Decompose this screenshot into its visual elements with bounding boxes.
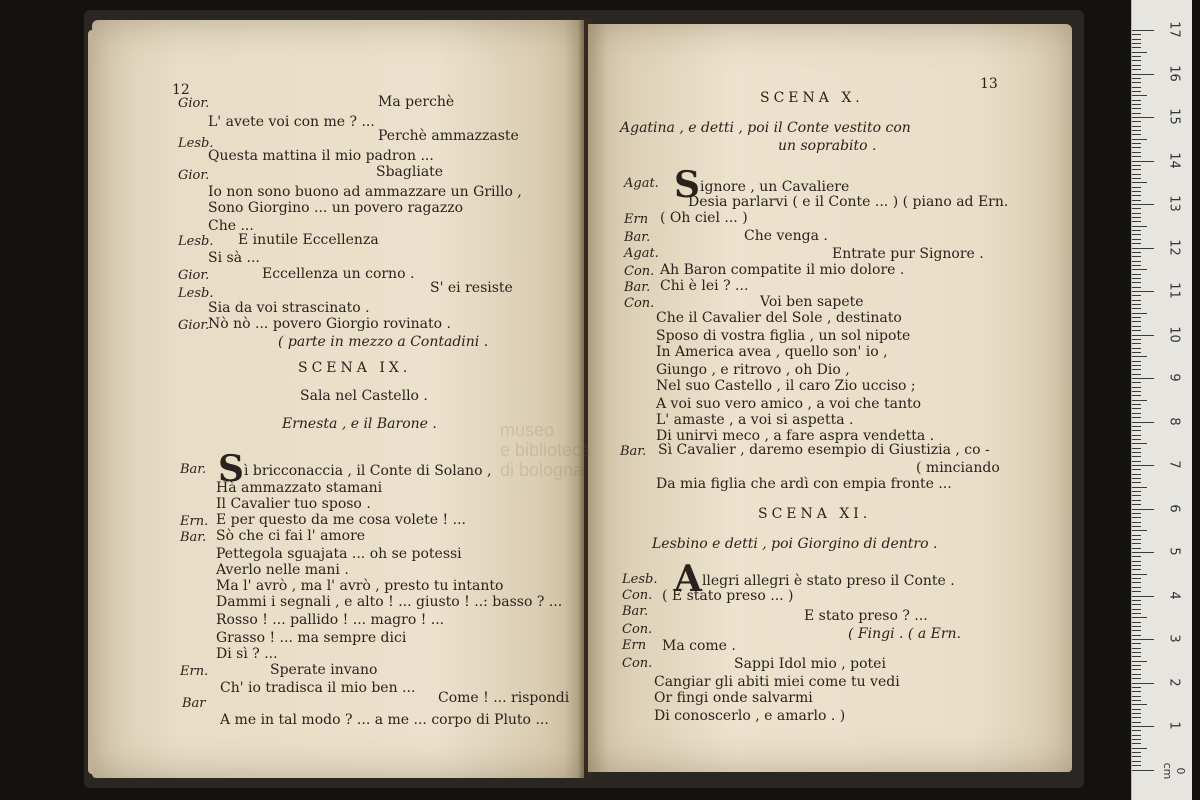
ruler-tick	[1132, 722, 1141, 723]
ruler-tick	[1132, 752, 1141, 753]
ruler-tick	[1132, 630, 1141, 631]
ruler-tick	[1132, 117, 1154, 118]
verse-line: Si sà ...	[208, 250, 260, 266]
ruler-tick	[1132, 648, 1141, 649]
ruler-tick	[1132, 696, 1141, 697]
verse-line: Entrate pur Signore .	[832, 246, 984, 262]
verse-line: A voi suo vero amico , a voi che tanto	[656, 396, 922, 412]
ruler-tick	[1132, 735, 1141, 736]
ruler-tick	[1132, 234, 1141, 235]
ruler-tick	[1132, 709, 1141, 710]
verse-line: Or fingi onde salvarmi	[654, 690, 813, 706]
speaker: Bar	[182, 696, 206, 711]
ruler-tick	[1132, 422, 1154, 423]
ruler-tick	[1132, 478, 1141, 479]
ruler-tick	[1132, 574, 1147, 575]
ruler-number: 9	[1166, 373, 1182, 382]
verse-line: Sia da voi strascinato .	[208, 300, 370, 316]
ruler-tick	[1132, 152, 1141, 153]
verse-line: Nel suo Castello , il caro Zio ucciso ;	[656, 378, 916, 394]
verse-line: Sperate invano	[270, 662, 378, 678]
ruler-tick	[1132, 495, 1141, 496]
ruler-tick	[1132, 400, 1147, 401]
drop-cap: S	[218, 448, 244, 490]
ruler-tick	[1132, 200, 1141, 201]
left-page	[92, 20, 584, 778]
ruler-tick	[1132, 69, 1141, 70]
ruler-tick	[1132, 430, 1141, 431]
verse-line: Nò nò ... povero Giorgio rovinato .	[208, 316, 451, 332]
speaker: Bar.	[180, 462, 207, 477]
ruler-tick	[1132, 291, 1154, 292]
ruler-tick	[1132, 417, 1141, 418]
verse-line: ( Oh ciel ... )	[660, 210, 748, 226]
verse-line: Sposo di vostra figlia , un sol nipote	[656, 328, 911, 344]
ruler-tick	[1132, 130, 1141, 131]
ruler-tick	[1132, 295, 1141, 296]
verse-line: Il Cavalier tuo sposo .	[216, 496, 371, 512]
speaker: Con.	[622, 622, 653, 637]
scene-characters: Lesbino e detti , poi Giorgino di dentro .	[652, 536, 938, 552]
ruler-tick	[1132, 700, 1141, 701]
verse-line: Di sì ? ...	[216, 646, 278, 662]
ruler-tick	[1132, 352, 1141, 353]
ruler-tick	[1132, 226, 1147, 227]
speaker: Ern.	[180, 664, 209, 679]
ruler-tick	[1132, 491, 1141, 492]
ruler-tick	[1132, 39, 1141, 40]
scene-heading: SCENA XI.	[758, 506, 872, 522]
ruler-tick	[1132, 300, 1141, 301]
ruler-tick	[1132, 561, 1141, 562]
verse-line: S' ei resiste	[430, 280, 513, 296]
ruler-tick	[1132, 382, 1141, 383]
speaker: Bar.	[624, 230, 651, 245]
ruler-tick	[1132, 556, 1141, 557]
ruler-tick	[1132, 104, 1141, 105]
ruler-tick	[1132, 713, 1141, 714]
verse-text: ignore , un Cavaliere	[700, 179, 850, 195]
ruler-tick	[1132, 665, 1141, 666]
verse-line: Ma perchè	[378, 94, 455, 110]
ruler-tick	[1132, 95, 1147, 96]
verse-line: ( minciando	[916, 460, 1000, 476]
ruler-tick	[1132, 443, 1147, 444]
ruler-tick	[1132, 74, 1154, 75]
speaker: Bar.	[622, 604, 649, 619]
ruler-tick	[1132, 509, 1154, 510]
verse-line: Di conoscerlo , e amarlo . )	[654, 708, 846, 724]
page-number-left: 12	[172, 82, 190, 98]
ruler-tick	[1132, 361, 1141, 362]
speaker: Con.	[622, 656, 653, 671]
ruler-tick	[1132, 604, 1141, 605]
ruler-tick	[1132, 239, 1141, 240]
ruler-tick	[1132, 461, 1141, 462]
ruler-number: 8	[1166, 416, 1182, 426]
ruler-tick	[1132, 82, 1141, 83]
speaker: Agat.	[624, 176, 659, 191]
ruler-tick	[1132, 121, 1141, 122]
verse-line: Cangiar gli abiti miei come tu vedi	[654, 674, 900, 690]
ruler-tick	[1132, 452, 1141, 453]
verse-line: Sò che ci fai l' amore	[216, 528, 366, 544]
ruler-tick	[1132, 413, 1141, 414]
ruler-tick	[1132, 504, 1141, 505]
ruler-tick	[1132, 426, 1141, 427]
ruler-tick	[1132, 639, 1154, 640]
verse-line: Io non sono buono ad ammazzare un Grillo ,	[208, 184, 522, 200]
scene-characters: un soprabito .	[778, 138, 877, 154]
verse-line: E per questo da me cosa volete ! ...	[216, 512, 466, 528]
stage-direction: ( parte in mezzo a Contadini .	[278, 334, 489, 350]
verse-line: Perchè ammazzaste	[378, 128, 519, 144]
ruler-tick	[1132, 669, 1141, 670]
ruler-tick	[1132, 743, 1141, 744]
ruler-tick	[1132, 643, 1141, 644]
ruler-tick	[1132, 108, 1141, 109]
ruler-tick	[1132, 761, 1141, 762]
ruler-tick	[1132, 591, 1141, 592]
ruler-tick	[1132, 374, 1141, 375]
verse-line: Sappi Idol mio , potei	[734, 656, 886, 672]
ruler-tick	[1132, 456, 1141, 457]
ruler-tick	[1132, 600, 1141, 601]
ruler-tick	[1132, 87, 1141, 88]
ruler-tick	[1132, 500, 1141, 501]
ruler-tick	[1132, 52, 1147, 53]
ruler-tick	[1132, 274, 1141, 275]
ruler-tick	[1132, 661, 1147, 662]
ruler-tick	[1132, 517, 1141, 518]
speaker: Gior.	[178, 168, 210, 183]
ruler-tick	[1132, 265, 1141, 266]
speaker: Con.	[624, 264, 655, 279]
ruler-tick	[1132, 287, 1141, 288]
verse-line: Ma come .	[662, 638, 736, 654]
ruler-tick	[1132, 313, 1147, 314]
ruler-tick	[1132, 530, 1147, 531]
ruler-number: 14	[1166, 151, 1182, 169]
ruler-tick	[1132, 622, 1141, 623]
verse-line: Ch' io tradisca il mio ben ...	[220, 680, 416, 696]
speaker: Ern	[622, 638, 647, 653]
ruler-tick	[1132, 30, 1154, 31]
speaker: Lesb.	[178, 234, 214, 249]
scene-characters: Agatina , e detti , poi il Conte vestito con	[620, 120, 911, 136]
ruler-tick	[1132, 143, 1141, 144]
ruler-tick	[1132, 678, 1141, 679]
ruler-tick	[1132, 208, 1141, 209]
verse-line: Dammi i segnali , e alto ! ... giusto ! ..: basso ? ...	[216, 594, 563, 610]
verse-line: Ma l' avrò , ma l' avrò , presto tu intanto	[216, 578, 504, 594]
verse-line: Di unirvi meco , a fare aspra vendetta .	[656, 428, 935, 444]
ruler-tick	[1132, 474, 1141, 475]
ruler-tick	[1132, 582, 1141, 583]
ruler-tick	[1132, 596, 1154, 597]
ruler-tick	[1132, 78, 1141, 79]
verse-line: Questa mattina il mio padron ...	[208, 148, 434, 164]
ruler-tick	[1132, 448, 1141, 449]
ruler-tick	[1132, 169, 1141, 170]
ruler-tick	[1132, 43, 1141, 44]
ruler-tick	[1132, 100, 1141, 101]
scene-setting: Sala nel Castello .	[300, 388, 428, 404]
speaker: Gior.	[178, 318, 210, 333]
verse-line: E inutile Eccellenza	[238, 232, 379, 248]
ruler-tick	[1132, 717, 1141, 718]
ruler-number: 16	[1166, 64, 1182, 82]
ruler-tick	[1132, 469, 1141, 470]
ruler-tick	[1132, 739, 1141, 740]
verse-line: Giungo , e ritrovo , oh Dio ,	[656, 362, 850, 378]
speaker: Lesb.	[622, 572, 658, 587]
verse-line: Ah Baron compatite il mio dolore .	[660, 262, 905, 278]
ruler-tick	[1132, 578, 1141, 579]
ruler-number: 13	[1166, 195, 1182, 212]
ruler-tick	[1132, 408, 1141, 409]
verse-text: ì bricconaccia , il Conte di Solano ,	[244, 463, 492, 479]
ruler-tick	[1132, 217, 1141, 218]
right-page	[588, 24, 1072, 772]
ruler-unit: 0 cm	[1161, 762, 1187, 780]
ruler-tick	[1132, 770, 1154, 771]
ruler-tick	[1132, 326, 1141, 327]
ruler-number: 3	[1166, 634, 1182, 643]
ruler-tick	[1132, 539, 1141, 540]
ruler-tick	[1132, 435, 1141, 436]
ruler-tick	[1132, 548, 1141, 549]
speaker: Lesb.	[178, 286, 214, 301]
ruler-number: 17	[1166, 21, 1182, 38]
ruler-tick	[1132, 683, 1154, 684]
verse-line: Sbagliate	[376, 164, 444, 180]
ruler-number: 11	[1166, 282, 1182, 299]
ruler-tick	[1132, 182, 1147, 183]
verse-line: Sono Giorgino ... un povero ragazzo	[208, 200, 464, 216]
ruler-tick	[1132, 335, 1154, 336]
ruler-tick	[1132, 91, 1141, 92]
ruler-tick	[1132, 134, 1141, 135]
ruler-tick	[1132, 304, 1141, 305]
ruler-tick	[1132, 513, 1141, 514]
ruler-tick	[1132, 317, 1141, 318]
verse-line: Da mia figlia che ardì con empia fronte ...	[656, 476, 952, 492]
ruler-tick	[1132, 339, 1141, 340]
ruler-tick	[1132, 221, 1141, 222]
ruler-tick	[1132, 256, 1141, 257]
verse-line: Che venga .	[744, 228, 828, 244]
speaker: Bar.	[180, 530, 207, 545]
verse-line: Grasso ! ... ma sempre dici	[216, 630, 407, 646]
ruler-tick	[1132, 522, 1141, 523]
verse-line: Desia parlarvi ( e il Conte ... ) ( piano ad Ern.	[688, 194, 1009, 210]
speaker: Ern	[624, 212, 649, 227]
speaker: Agat.	[624, 246, 659, 261]
ruler-tick	[1132, 191, 1141, 192]
verse-line: Come ! ... rispondi	[438, 690, 570, 706]
ruler-tick	[1132, 465, 1154, 466]
verse-line: Hà ammazzato stamani	[216, 480, 383, 496]
verse-line: ( E stato preso ... )	[662, 588, 794, 604]
ruler-number: 7	[1166, 460, 1182, 469]
ruler-tick	[1132, 56, 1141, 57]
ruler-tick	[1132, 126, 1141, 127]
ruler-number: 15	[1166, 108, 1182, 125]
verse-line: Che ...	[208, 218, 254, 234]
ruler-tick	[1132, 230, 1141, 231]
ruler-number: 6	[1166, 503, 1182, 513]
verse-line: In America avea , quello son' io ,	[656, 344, 888, 360]
verse-line: L' avete voi con me ? ...	[208, 114, 375, 130]
ruler-tick	[1132, 139, 1147, 140]
verse-line: Pettegola sguajata ... oh se potessi	[216, 546, 462, 562]
ruler-tick	[1132, 34, 1141, 35]
ruler-tick	[1132, 213, 1141, 214]
ruler-tick	[1132, 487, 1147, 488]
verse-line: Eccellenza un corno .	[262, 266, 415, 282]
ruler-tick	[1132, 395, 1141, 396]
ruler-tick	[1132, 730, 1141, 731]
ruler-tick	[1132, 178, 1141, 179]
ruler-tick	[1132, 687, 1141, 688]
ruler-tick	[1132, 543, 1141, 544]
ruler-tick	[1132, 569, 1141, 570]
ruler-tick	[1132, 269, 1147, 270]
ruler-tick	[1132, 748, 1147, 749]
ruler-tick	[1132, 365, 1141, 366]
drop-cap: S	[674, 164, 700, 206]
ruler-tick	[1132, 113, 1141, 114]
ruler-tick	[1132, 704, 1147, 705]
speaker: Ern.	[180, 514, 209, 529]
ruler-tick	[1132, 482, 1141, 483]
ruler-tick	[1132, 565, 1141, 566]
ruler-tick	[1132, 343, 1141, 344]
ruler-tick	[1132, 626, 1141, 627]
ruler-tick	[1132, 321, 1141, 322]
speaker: Lesb.	[178, 136, 214, 151]
ruler-tick	[1132, 195, 1141, 196]
ruler-tick	[1132, 330, 1141, 331]
verse-line: Sì Cavalier , daremo esempio di Giustizia , co -	[658, 442, 990, 458]
ruler-number: 10	[1166, 325, 1182, 343]
ruler-number: 2	[1166, 677, 1182, 687]
verse-line: Rosso ! ... pallido ! ... magro ! ...	[216, 612, 445, 628]
ruler-tick	[1132, 278, 1141, 279]
ruler-tick	[1132, 635, 1141, 636]
ruler-tick	[1132, 378, 1154, 379]
ruler-tick	[1132, 165, 1141, 166]
ruler-tick	[1132, 387, 1141, 388]
ruler-number: 1	[1166, 721, 1182, 730]
verse-line: E stato preso ? ...	[804, 608, 928, 624]
ruler-tick	[1132, 765, 1141, 766]
ruler-number: 5	[1166, 547, 1182, 556]
ruler-number: 4	[1166, 590, 1182, 600]
ruler-tick	[1132, 187, 1141, 188]
ruler-tick	[1132, 756, 1141, 757]
ruler-tick	[1132, 691, 1141, 692]
ruler-tick	[1132, 656, 1141, 657]
ruler-tick	[1132, 391, 1141, 392]
speaker: Con.	[624, 296, 655, 311]
ruler-tick	[1132, 526, 1141, 527]
scene-heading: SCENA X.	[760, 90, 864, 106]
ruler-tick	[1132, 261, 1141, 262]
ruler-tick	[1132, 174, 1141, 175]
ruler-tick	[1132, 252, 1141, 253]
page-number-right: 13	[980, 76, 998, 92]
scene-heading: SCENA IX.	[298, 360, 412, 376]
ruler-tick	[1132, 404, 1141, 405]
speaker: Con.	[622, 588, 653, 603]
verse-line: Voi ben sapete	[760, 294, 864, 310]
verse-line: Chi è lei ? ...	[660, 278, 749, 294]
ruler-tick	[1132, 248, 1154, 249]
speaker: Bar.	[624, 280, 651, 295]
drop-cap: A	[674, 558, 702, 600]
ruler-tick	[1132, 587, 1141, 588]
ruler-tick	[1132, 726, 1154, 727]
verse-text: llegri allegri è stato preso il Conte .	[701, 573, 955, 589]
speaker: Gior.	[178, 268, 210, 283]
verse-line: L' amaste , a voi si aspetta .	[656, 412, 854, 428]
ruler-tick	[1132, 674, 1141, 675]
ruler-tick	[1132, 369, 1141, 370]
ruler-tick	[1132, 147, 1141, 148]
ruler-number: 12	[1166, 238, 1182, 256]
ruler-tick	[1132, 356, 1147, 357]
ruler-tick	[1132, 65, 1141, 66]
ruler-tick	[1132, 348, 1141, 349]
ruler-tick	[1132, 204, 1154, 205]
speaker: Bar.	[620, 444, 647, 459]
ruler-tick	[1132, 652, 1141, 653]
ruler-tick	[1132, 156, 1141, 157]
ruler-tick	[1132, 617, 1147, 618]
ruler-tick	[1132, 535, 1141, 536]
ruler-tick	[1132, 552, 1154, 553]
verse-line: Che il Cavalier del Sole , destinato	[656, 310, 902, 326]
ruler-tick	[1132, 613, 1141, 614]
ruler-tick	[1132, 161, 1154, 162]
ruler-tick	[1132, 47, 1141, 48]
stage-direction: ( Fingi . ( a Ern.	[848, 626, 961, 642]
ruler-tick	[1132, 60, 1141, 61]
ruler-tick	[1132, 609, 1141, 610]
ruler-tick	[1132, 308, 1141, 309]
verse-line: Averlo nelle mani .	[216, 562, 349, 578]
speaker: Gior.	[178, 96, 210, 111]
ruler-tick	[1132, 282, 1141, 283]
ruler-tick	[1132, 243, 1141, 244]
verse-line: A me in tal modo ? ... a me ... corpo di Pluto ...	[220, 712, 549, 728]
scene-characters: Ernesta , e il Barone .	[282, 416, 437, 432]
measuring-ruler	[1131, 0, 1192, 800]
ruler-tick	[1132, 439, 1141, 440]
